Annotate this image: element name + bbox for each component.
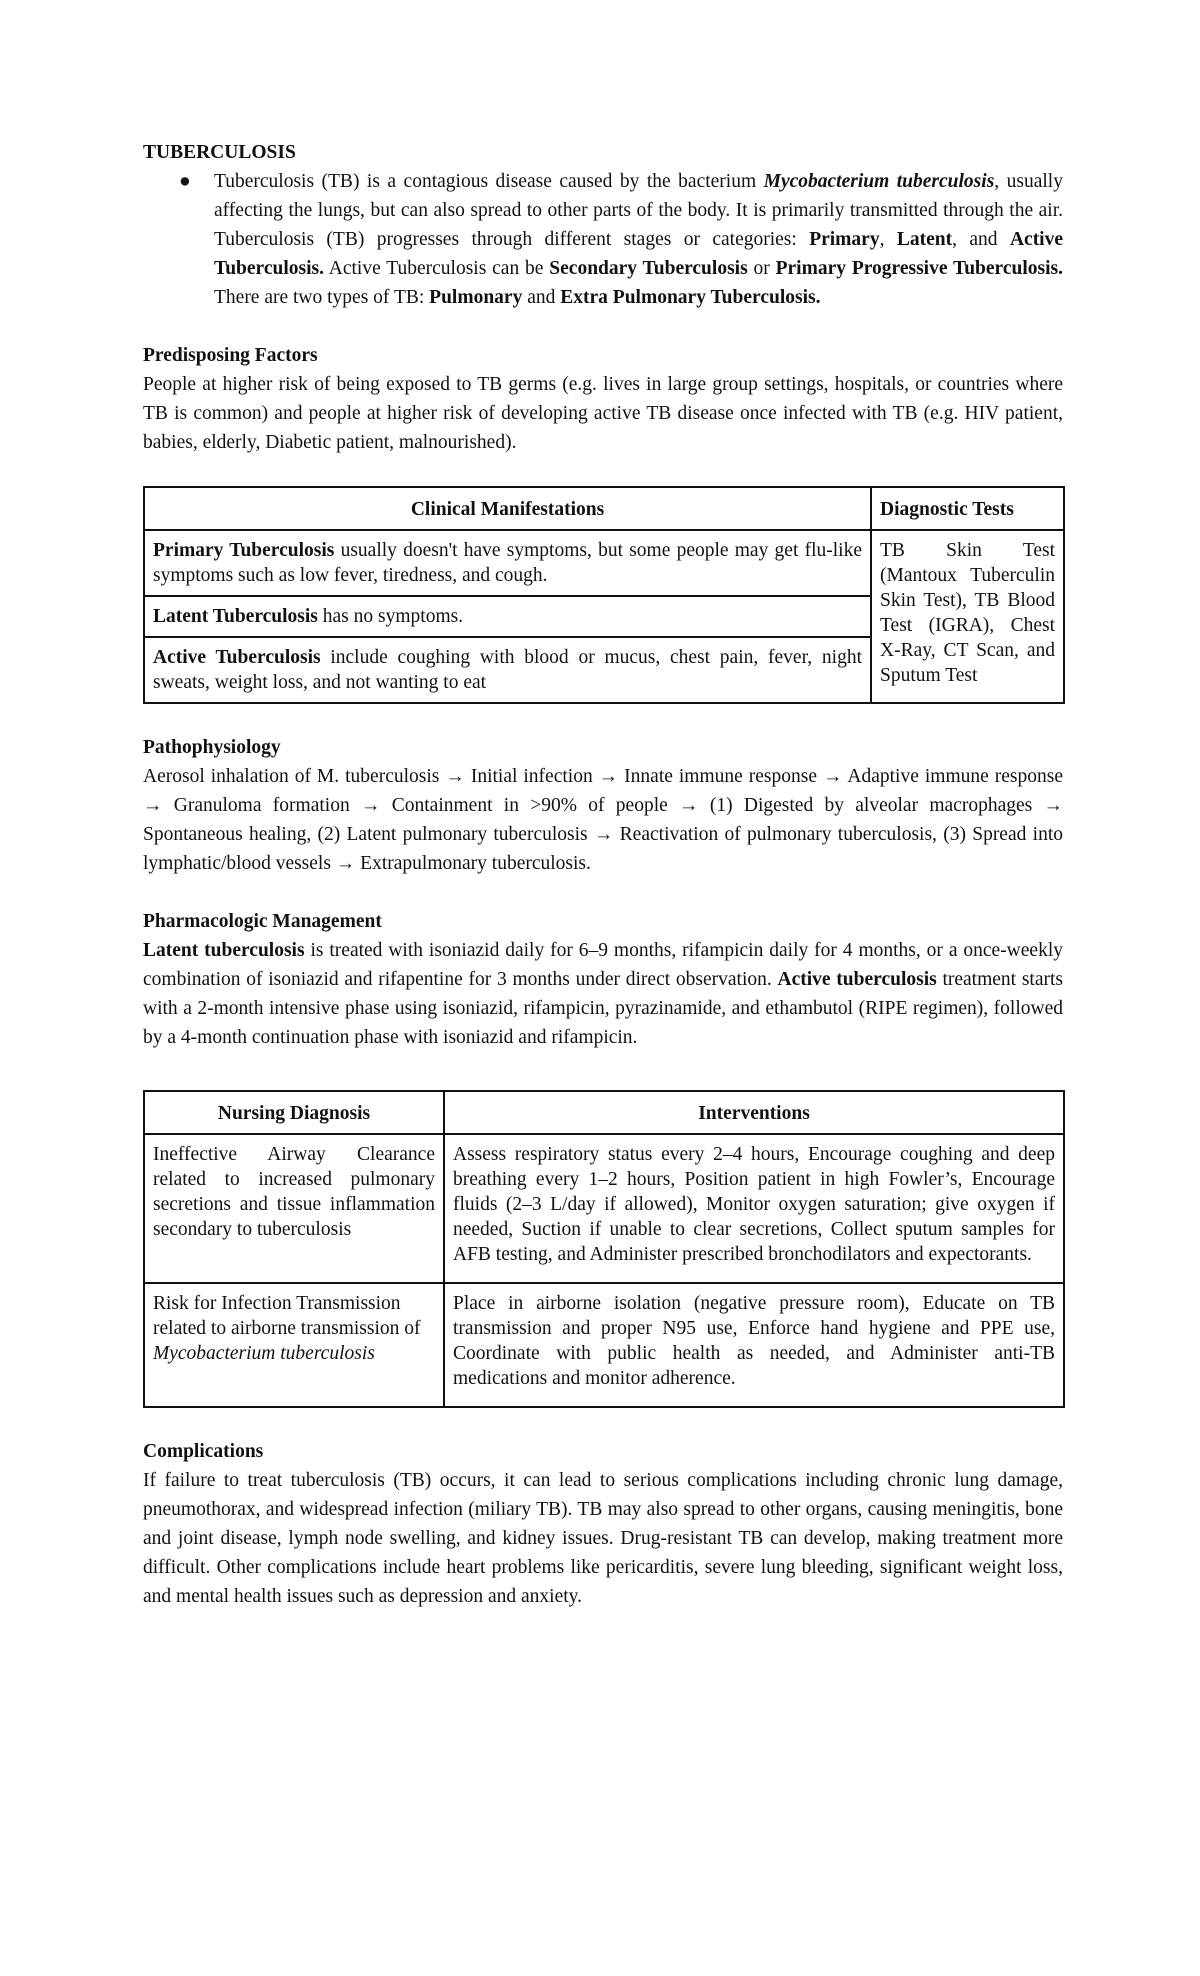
latent-label: Latent Tuberculosis — [153, 606, 318, 627]
separator: , — [879, 229, 897, 250]
clinical-header: Clinical Manifestations — [144, 487, 871, 530]
clinical-table — [143, 486, 1065, 704]
intro-text: or — [747, 258, 776, 279]
interventions-airway: Assess respiratory status every 2–4 hours, Encourage coughing and deep breathing every 1–2 hours, Position patient in high Fowler’s, Encourage fluids (2–3 L/day if allowed), Monitor oxygen saturation; give oxygen if needed, Suction if unable to clear secretions, Collect sputum samples for AFB testing, and Administer prescribed bronchodilators and expectorants. — [444, 1134, 1064, 1283]
latent-tb-text: is treated with isoniazid daily for 6–9 months, rifampicin daily for 4 months, or a once-weekly combination of isoniazid and rifapentine for 3 months under direct observation. — [143, 940, 1063, 990]
clinical-primary — [144, 530, 871, 596]
intro-text: , usually affecting the lungs, but can also spread to other parts of the body. It is primarily transmitted through the air. Tuberculosis (TB) progresses through different stages or categories: — [214, 171, 1063, 250]
active-text: include coughing with blood or mucus, chest pain, fever, night sweats, weight loss, and not wanting to eat — [153, 647, 863, 693]
pharmacologic-section — [143, 907, 1063, 1052]
intro-bullet — [143, 167, 1063, 312]
intro-text: Tuberculosis (TB) is a contagious disease caused by the bacterium — [214, 171, 764, 192]
nursing-table — [143, 1090, 1065, 1408]
nursing-diagnosis-header: Nursing Diagnosis — [144, 1091, 444, 1134]
interventions-infection: Place in airborne isolation (negative pressure room), Educate on TB transmission and proper N95 use, Enforce hand hygiene and PPE use, Coordinate with public health as needed, and Administer anti-TB medications and monitor adherence. — [444, 1283, 1064, 1407]
page-title: TUBERCULOSIS — [143, 142, 296, 163]
complications-text: If failure to treat tuberculosis (TB) occurs, it can lead to serious complications including chronic lung damage, pneumothorax, and widespread infection (miliary TB). TB may also spread to other organs, causing meningitis, bone and joint disease, lymph node swelling, and kidney issues. Drug-resistant TB can develop, making treatment more difficult. Other complications include heart problems like pericarditis, severe lung bleeding, significant weight loss, and mental health issues such as depression and anxiety. — [143, 1470, 1063, 1607]
pathophysiology-heading: Pathophysiology — [143, 737, 281, 758]
active-tb-text: treatment starts with a 2-month intensive phase using isoniazid, rifampicin, pyrazinamide, and ethambutol (RIPE regimen), followed by a 4-month continuation phase with isoniazid and rifampicin. — [143, 969, 1064, 1048]
active-tb-label: Active tuberculosis — [777, 969, 937, 990]
secondary-tb: Secondary Tuberculosis — [549, 258, 748, 279]
pathophysiology-section — [143, 733, 1063, 878]
pharmacologic-text — [143, 936, 1063, 1052]
complications-section — [143, 1437, 1063, 1611]
interventions-header: Interventions — [444, 1091, 1064, 1134]
intro-text: and — [522, 287, 561, 308]
infection-dx-text: Risk for Infection Transmission related to airborne transmission of — [153, 1293, 421, 1339]
primary-text: usually doesn't have symptoms, but some people may get flu-like symptoms such as low fever, tiredness, and cough. — [153, 540, 862, 586]
stage-latent: Latent — [896, 229, 953, 250]
clinical-latent — [144, 596, 871, 637]
diagnostic-tests: TB Skin Test (Mantoux Tuberculin Skin Test), TB Blood Test (IGRA), Chest X-Ray, CT Scan, and Sputum Test — [871, 530, 1064, 703]
primary-progressive-tb: Primary Progressive Tuberculosis. — [775, 258, 1063, 279]
intro-text: There are two types of TB: — [214, 287, 430, 308]
infection-dx-organism: Mycobacterium tuberculosis — [153, 1343, 375, 1364]
diagnosis-airway: Ineffective Airway Clearance related to increased pulmonary secretions and tissue inflammation secondary to tuberculosis — [144, 1134, 444, 1283]
type-pulmonary: Pulmonary — [429, 287, 523, 308]
bacterium-name: Mycobacterium tuberculosis — [763, 171, 995, 192]
intro-text: Active Tuberculosis can be — [324, 258, 550, 279]
pathophysiology-text: Aerosol inhalation of M. tuberculosis → Initial infection → Innate immune response → Adaptive immune response → Granuloma formation → Containment in >90% of people → (1) Digested by alveolar macrophages → Spontaneous healing, (2) Latent pulmonary tuberculosis → Reactivation of pulmonary tuberculosis, (3) Spread into lymphatic/blood vessels → Extrapulmonary tuberculosis. — [143, 766, 1063, 874]
stage-primary: Primary — [809, 229, 880, 250]
separator: , and — [952, 229, 1010, 250]
latent-text: has no symptoms. — [317, 606, 464, 627]
stage-active: Active Tuberculosis. — [214, 229, 1064, 279]
intro-list — [143, 167, 1063, 312]
document-page — [143, 138, 1063, 1611]
diagnostic-header: Diagnostic Tests — [871, 487, 1064, 530]
predisposing-section — [143, 341, 1063, 457]
bullet-icon: ● — [179, 171, 191, 192]
type-extra-pulmonary: Extra Pulmonary Tuberculosis. — [560, 287, 821, 308]
latent-tb-label: Latent tuberculosis — [143, 940, 305, 961]
predisposing-text: People at higher risk of being exposed to TB germs (e.g. lives in large group settings, hospitals, or countries where TB is common) and people at higher risk of developing active TB disease once infected with TB (e.g. HIV patient, babies, elderly, Diabetic patient, malnourished). — [143, 374, 1063, 453]
diagnosis-infection — [144, 1283, 444, 1407]
primary-label: Primary Tuberculosis — [153, 540, 335, 561]
clinical-active — [144, 637, 871, 703]
complications-heading: Complications — [143, 1441, 264, 1462]
active-label: Active Tuberculosis — [153, 647, 321, 668]
predisposing-heading: Predisposing Factors — [143, 345, 318, 366]
pharmacologic-heading: Pharmacologic Management — [143, 911, 382, 932]
